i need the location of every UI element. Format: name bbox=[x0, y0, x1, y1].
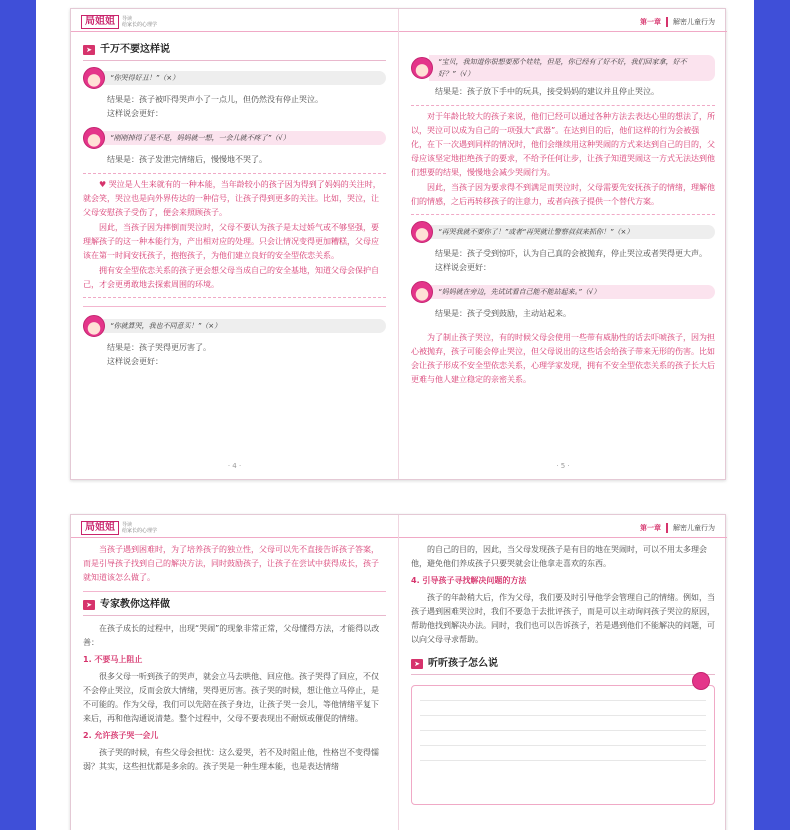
bottom-book-spread bbox=[70, 514, 726, 830]
speech-bubble: “宝贝，我知道你很想要那个娃娃，但是，你已经有了好不好，我们回家拿，好不好？”（√） bbox=[429, 55, 715, 81]
brand-logo: 局姐姐 bbox=[81, 15, 119, 29]
tip-block: 为了制止孩子哭泣，有的时候父母会使用一些带有威胁性的话去吓唬孩子，因为担心被抛弃，孩子可能会停止哭泣，但父母说出的这些话会给孩子带来无形的伤害。比如会让孩子形成不安全型依恋关系，心理学家发现，拥有不安全型依恋关系的孩子长大后更难与他人建立稳定的亲密关系。 bbox=[411, 333, 715, 384]
tip-block: 对于年龄比较大的孩子来说，他们已经可以通过各种方法去表达心里的想法了，所以，哭泣可以成为自己的一项强大“武器”。在达到目的后，他们这样的行为会被强化，在下一次遇到同样的情况时，他们会继续用这种哭闹的方式来达到自己的目的，父母应该坚定地拒绝孩子的要求，不给予任何让步，让孩子知道哭闹这一方式无法达到他们想要的结果，慢慢地会减少哭闹行为。 因此，当孩子因为要求得不到满足而哭泣时，父母需要先安抚孩子的情绪，理解他们的情感，之后再转移孩子的注意力，或者向孩子提供一个替代方案。 bbox=[411, 105, 715, 215]
speech-good-2 bbox=[411, 55, 715, 81]
header-rule bbox=[399, 31, 727, 32]
tip-block: ♥ 哭泣是人生来就有的一种本能，当年龄较小的孩子因为得到了妈妈的关注时，就会笑，哭泣也是向外界传达的一种信号，让孩子得到更多的关注。比如，哭泣，让父母安慰孩子受伤了，便会来照顾孩子。 因此，当孩子因为摔倒而哭泣时，父母不要认为孩子是太过娇气或不够坚强，要理解孩子的这一种本能行为，产出相对应的处理。只会让情况变得更加糟糕，父母应该在第一时间安抚孩子，抱抱孩子，为他们建立良好的安全型依恋关系。 拥有安全型依恋关系的孩子更会想父母当成自己的安全基地，知道父母会保护自己，才会更勇敢地去探索周围的环境。 bbox=[83, 173, 386, 298]
result-text: 结果是：孩子发泄完情绪后，慢慢地不哭了。 bbox=[107, 155, 267, 164]
brand-tag: 导读 bbox=[122, 16, 133, 22]
speech-bubble: “刚刚掉得了是不是，妈妈就一想，一会儿就不疼了”（√） bbox=[101, 131, 386, 145]
chapter-bar bbox=[666, 523, 668, 533]
note-line bbox=[420, 730, 706, 731]
brand-header bbox=[81, 15, 162, 29]
header-rule bbox=[71, 31, 398, 32]
speech-bad-1 bbox=[83, 67, 386, 89]
speech-good-3 bbox=[411, 281, 715, 303]
header-rule bbox=[399, 537, 727, 538]
page-6: 局姐姐 导读 给家长的心理学 当孩子遇到困难时，为了培养孩子的独立性，父母可以先不直接告诉孩子答案，而是引导孩子找到自己的解决方法，同时鼓励孩子，让孩子在尝试中获得成长，孩子就知道该怎么做了。 ➤ 专家教你这样做 在孩子成长的过程中，出现“哭闹”的现象非常正常，父母懂得方法，才能得以改善： 1. 不要马上阻止 很多父母一听到孩子的哭声，就会立马去哄他、回应他。孩子哭得了回应，不仅不会停止哭泣，反而会放大情绪，哭得更厉害。孩子哭的时候，想让他立马停止，是不可能的。作为父母，我们可以先陪在孩子身边，让孩子哭一会儿，等他情绪平复下来后，再和他沟通说清楚。整个过程中，父母不要表现出不耐烦或催促的情绪。 2. 允许孩子哭一会儿 孩子哭的时候，有些父母会担忧：这么爱哭，若不及时阻止他，性格岂不变得懦弱？其实，这些担忧都是多余的。孩子哭是一种生理本能，也是表达情绪 bbox=[71, 515, 399, 830]
chapter-number: 第一章 bbox=[640, 524, 661, 532]
result-text: 结果是：孩子哭得更厉害了。 bbox=[107, 343, 211, 352]
section-title: ➤ 听听孩子怎么说 bbox=[411, 657, 715, 675]
subheading: 4. 引导孩子寻找解决问题的方法 bbox=[411, 576, 527, 585]
chapter-header bbox=[640, 521, 715, 535]
child-face-icon bbox=[411, 57, 433, 79]
brand-tag: 导读 bbox=[122, 522, 133, 528]
better-label: 这样说会更好： bbox=[107, 109, 163, 118]
page-number: · 4 · bbox=[227, 462, 242, 470]
arrow-icon: ➤ bbox=[83, 45, 95, 55]
note-line bbox=[420, 760, 706, 761]
child-face-icon bbox=[83, 67, 105, 89]
note-line bbox=[420, 745, 706, 746]
heart-icon: ♥ bbox=[99, 180, 107, 189]
brand-subtitle: 给家长的心理学 bbox=[122, 528, 158, 534]
result-text: 结果是：孩子受到惊吓，认为自己真的会被抛弃，停止哭泣或者哭得更大声。 bbox=[435, 249, 707, 258]
better-label: 这样说会更好： bbox=[435, 263, 491, 272]
speech-good-1 bbox=[83, 127, 386, 149]
child-face-icon bbox=[692, 672, 710, 690]
speech-bubble: “再哭我就不要你了！”或者“再哭就让警察叔叔来抓你！”（×） bbox=[429, 225, 715, 239]
notes-box bbox=[411, 685, 715, 805]
chapter-title: 解密儿童行为 bbox=[673, 524, 715, 532]
chapter-header bbox=[640, 15, 715, 29]
arrow-icon: ➤ bbox=[411, 659, 423, 669]
note-line bbox=[420, 715, 706, 716]
brand-logo: 局姐姐 bbox=[81, 521, 119, 535]
better-label: 这样说会更好： bbox=[107, 357, 163, 366]
page-number: · 5 · bbox=[556, 462, 570, 470]
brand-subtitle: 给家长的心理学 bbox=[122, 22, 158, 28]
speech-bubble: “你就算哭，我也不同意买！”（×） bbox=[101, 319, 386, 333]
page-4 bbox=[71, 9, 399, 479]
child-face-icon bbox=[83, 127, 105, 149]
subheading: 1. 不要马上阻止 bbox=[83, 655, 143, 664]
child-face-icon bbox=[83, 315, 105, 337]
section-title: ➤ 千万不要这样说 bbox=[83, 43, 386, 61]
top-book-spread bbox=[70, 8, 726, 480]
chapter-title: 解密儿童行为 bbox=[673, 18, 715, 26]
page-5 bbox=[399, 9, 727, 479]
divider bbox=[83, 306, 386, 307]
header-rule bbox=[71, 537, 398, 538]
chapter-bar bbox=[666, 17, 668, 27]
child-face-icon bbox=[411, 221, 433, 243]
arrow-icon: ➤ bbox=[83, 600, 95, 610]
brand-header bbox=[81, 521, 162, 535]
intro-paragraph: 当孩子遇到困难时，为了培养孩子的独立性，父母可以先不直接告诉孩子答案，而是引导孩子找到自己的解决方法，同时鼓励孩子，让孩子在尝试中获得成长，孩子就知道该怎么做了。 bbox=[83, 545, 379, 582]
page-7: 第一章 解密儿童行为 的自己的目的，因此，当父母发现孩子是有目的地在哭闹时，可以不用太多理会他，避免他们养成孩子只要哭就会让他拿走喜欢的东西。 4. 引导孩子寻找解决问题的方法 孩子的年龄稍大后，作为父母，我们要及时引导他学会管理自己的情绪。例如，当孩子遇到困难哭泣时，我们不要急于去批评孩子，而是可以主动询问孩子哭泣的原因，帮助他找到解决办法。同时，我们也可以告诉孩子，若是遇到他们不能解决的问题，可以向父母寻求帮助。 ➤ 听听孩子怎么说 bbox=[399, 515, 727, 830]
result-text: 结果是：孩子被吓得哭声小了一点儿，但仍然没有停止哭泣。 bbox=[107, 95, 323, 104]
result-text: 结果是：孩子放下手中的玩具，接受妈妈的建议并且停止哭泣。 bbox=[435, 87, 659, 96]
chapter-number: 第一章 bbox=[640, 18, 661, 26]
speech-bubble: “妈妈就在旁边，先试试看自己能不能站起来。”（√） bbox=[429, 285, 715, 299]
divider bbox=[83, 591, 386, 592]
subheading: 2. 允许孩子哭一会儿 bbox=[83, 731, 159, 740]
result-text: 结果是：孩子受到鼓励，主动站起来。 bbox=[435, 309, 571, 318]
note-line bbox=[420, 700, 706, 701]
speech-bad-3 bbox=[411, 221, 715, 243]
speech-bad-2 bbox=[83, 315, 386, 337]
child-face-icon bbox=[411, 281, 433, 303]
speech-bubble: “你哭得好丑！”（×） bbox=[101, 71, 386, 85]
section-title: ➤ 专家教你这样做 bbox=[83, 598, 386, 616]
